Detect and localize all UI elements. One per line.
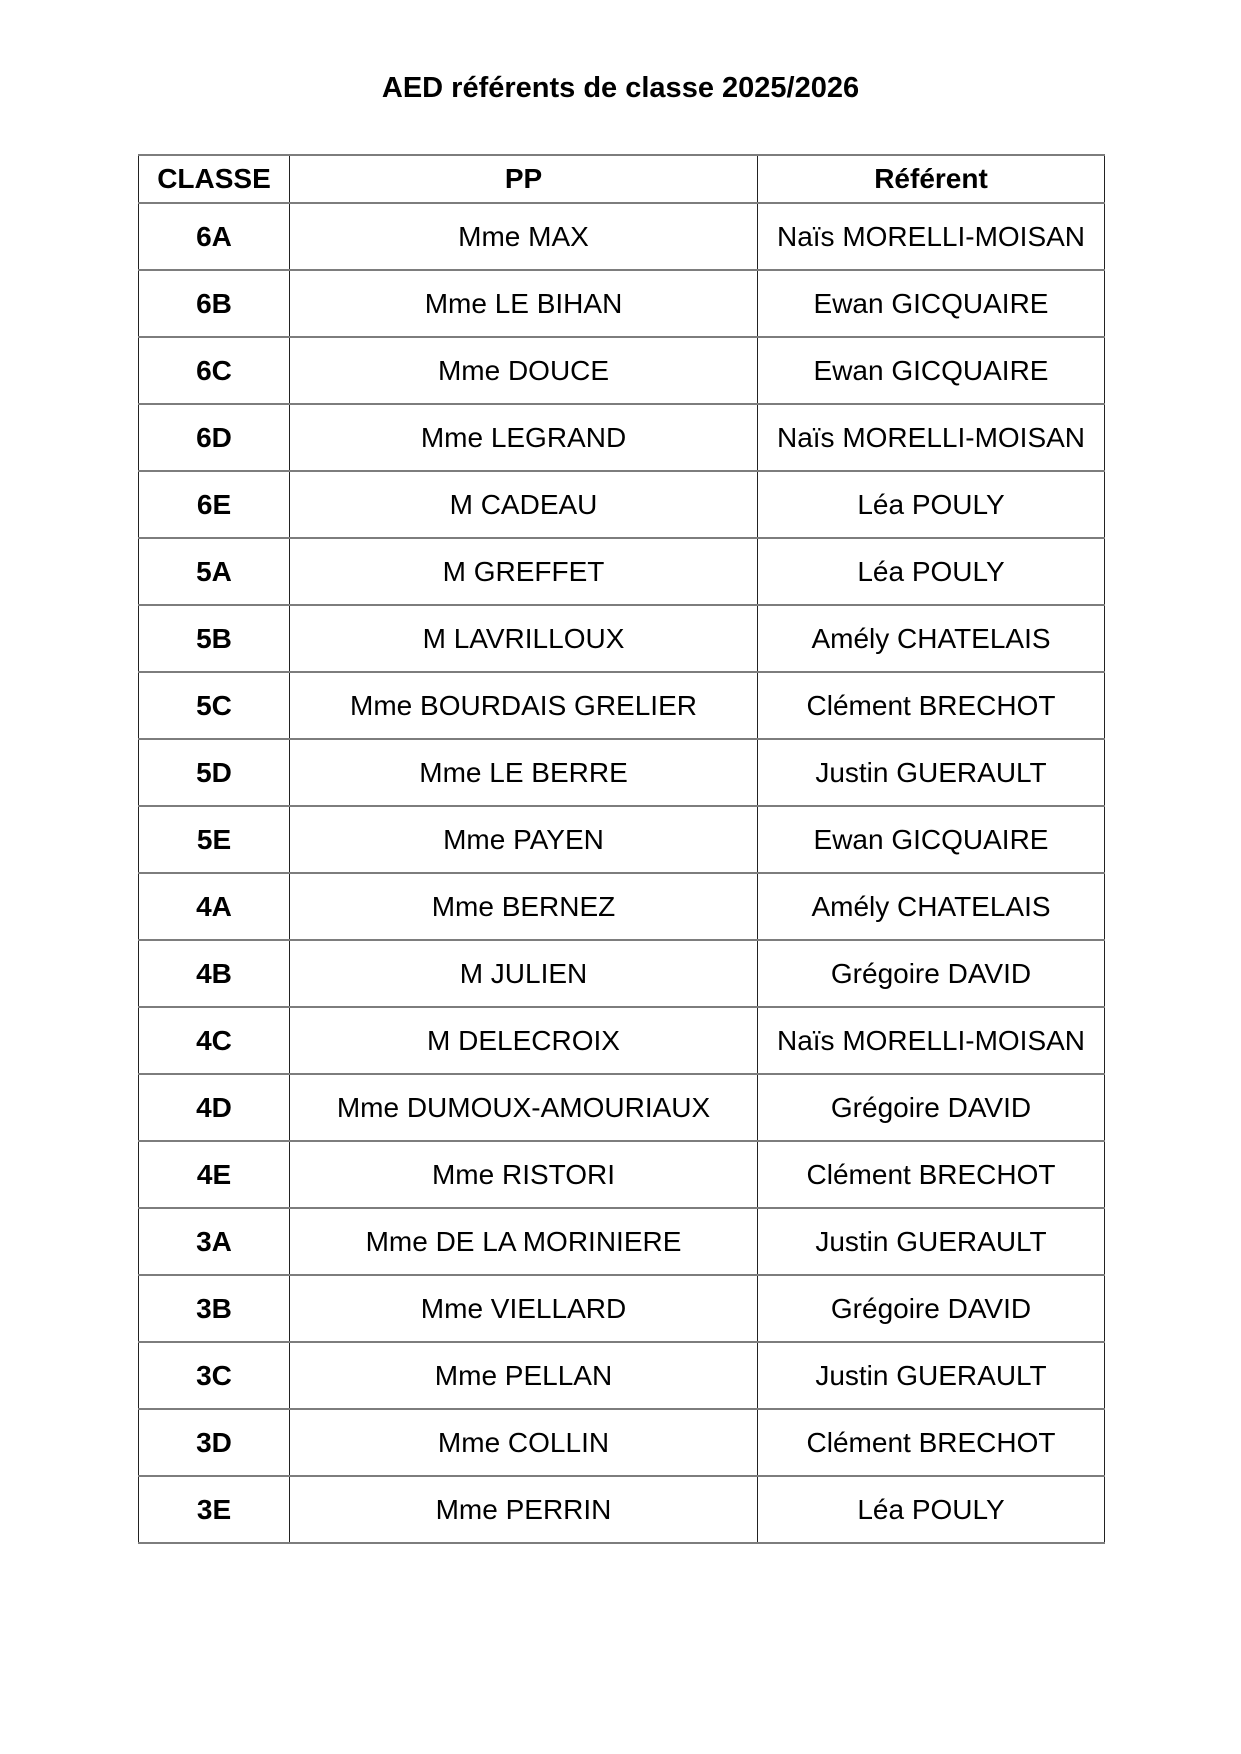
header-row: [139, 155, 1105, 203]
referent-cell: Justin GUERAULT: [758, 1342, 1105, 1409]
classe-cell: 3E: [139, 1476, 290, 1543]
referent-cell: Grégoire DAVID: [758, 940, 1105, 1007]
referent-cell: Ewan GICQUAIRE: [758, 337, 1105, 404]
pp-cell: M CADEAU: [290, 471, 758, 538]
table-row: [139, 404, 1105, 471]
pp-cell: Mme DE LA MORINIERE: [290, 1208, 758, 1275]
referent-cell: Naïs MORELLI-MOISAN: [758, 404, 1105, 471]
referent-cell: Amély CHATELAIS: [758, 605, 1105, 672]
referent-cell: Grégoire DAVID: [758, 1074, 1105, 1141]
pp-cell: Mme PERRIN: [290, 1476, 758, 1543]
classe-cell: 5C: [139, 672, 290, 739]
classe-cell: 5B: [139, 605, 290, 672]
classe-cell: 5D: [139, 739, 290, 806]
column-header-referent: Référent: [758, 155, 1105, 203]
referent-cell: Naïs MORELLI-MOISAN: [758, 203, 1105, 270]
pp-cell: Mme LE BERRE: [290, 739, 758, 806]
classe-cell: 6E: [139, 471, 290, 538]
table-row: [139, 203, 1105, 270]
table-row: [139, 1342, 1105, 1409]
table-row: [139, 1476, 1105, 1543]
table-row: [139, 806, 1105, 873]
pp-cell: Mme DOUCE: [290, 337, 758, 404]
referent-cell: Clément BRECHOT: [758, 1141, 1105, 1208]
table-row: [139, 605, 1105, 672]
referent-cell: Clément BRECHOT: [758, 672, 1105, 739]
pp-cell: M DELECROIX: [290, 1007, 758, 1074]
referent-cell: Léa POULY: [758, 538, 1105, 605]
table-body: [139, 203, 1105, 1543]
classe-cell: 4D: [139, 1074, 290, 1141]
referent-cell: Naïs MORELLI-MOISAN: [758, 1007, 1105, 1074]
classe-cell: 6C: [139, 337, 290, 404]
table-row: [139, 1275, 1105, 1342]
pp-cell: Mme LE BIHAN: [290, 270, 758, 337]
classe-cell: 3D: [139, 1409, 290, 1476]
table-row: [139, 1007, 1105, 1074]
column-header-pp: PP: [290, 155, 758, 203]
table-row: [139, 337, 1105, 404]
table-header: [139, 155, 1105, 203]
classe-cell: 4C: [139, 1007, 290, 1074]
classe-cell: 5E: [139, 806, 290, 873]
pp-cell: Mme COLLIN: [290, 1409, 758, 1476]
pp-cell: Mme RISTORI: [290, 1141, 758, 1208]
referent-cell: Léa POULY: [758, 471, 1105, 538]
classe-cell: 4B: [139, 940, 290, 1007]
classe-cell: 3A: [139, 1208, 290, 1275]
table-row: [139, 1141, 1105, 1208]
pp-cell: Mme BOURDAIS GRELIER: [290, 672, 758, 739]
pp-cell: Mme PELLAN: [290, 1342, 758, 1409]
pp-cell: Mme MAX: [290, 203, 758, 270]
table-row: [139, 471, 1105, 538]
classe-cell: 6A: [139, 203, 290, 270]
classe-cell: 6D: [139, 404, 290, 471]
table-row: [139, 940, 1105, 1007]
table-row: [139, 1074, 1105, 1141]
pp-cell: Mme LEGRAND: [290, 404, 758, 471]
classe-cell: 5A: [139, 538, 290, 605]
referent-cell: Justin GUERAULT: [758, 739, 1105, 806]
table-row: [139, 739, 1105, 806]
referent-cell: Clément BRECHOT: [758, 1409, 1105, 1476]
table-row: [139, 873, 1105, 940]
column-header-classe: CLASSE: [139, 155, 290, 203]
referent-cell: Léa POULY: [758, 1476, 1105, 1543]
pp-cell: Mme BERNEZ: [290, 873, 758, 940]
classe-cell: 4E: [139, 1141, 290, 1208]
referent-cell: Justin GUERAULT: [758, 1208, 1105, 1275]
classe-cell: 4A: [139, 873, 290, 940]
classe-cell: 3C: [139, 1342, 290, 1409]
pp-cell: Mme VIELLARD: [290, 1275, 758, 1342]
table-row: [139, 270, 1105, 337]
referent-cell: Ewan GICQUAIRE: [758, 270, 1105, 337]
referent-cell: Ewan GICQUAIRE: [758, 806, 1105, 873]
pp-cell: Mme DUMOUX-AMOURIAUX: [290, 1074, 758, 1141]
pp-cell: M GREFFET: [290, 538, 758, 605]
classe-cell: 3B: [139, 1275, 290, 1342]
referent-cell: Amély CHATELAIS: [758, 873, 1105, 940]
table-row: [139, 538, 1105, 605]
referents-table: [138, 154, 1105, 1544]
classe-cell: 6B: [139, 270, 290, 337]
referent-cell: Grégoire DAVID: [758, 1275, 1105, 1342]
pp-cell: M LAVRILLOUX: [290, 605, 758, 672]
pp-cell: M JULIEN: [290, 940, 758, 1007]
document-title: AED référents de classe 2025/2026: [381, 72, 860, 104]
table-row: [139, 672, 1105, 739]
table-row: [139, 1409, 1105, 1476]
table-row: [139, 1208, 1105, 1275]
pp-cell: Mme PAYEN: [290, 806, 758, 873]
